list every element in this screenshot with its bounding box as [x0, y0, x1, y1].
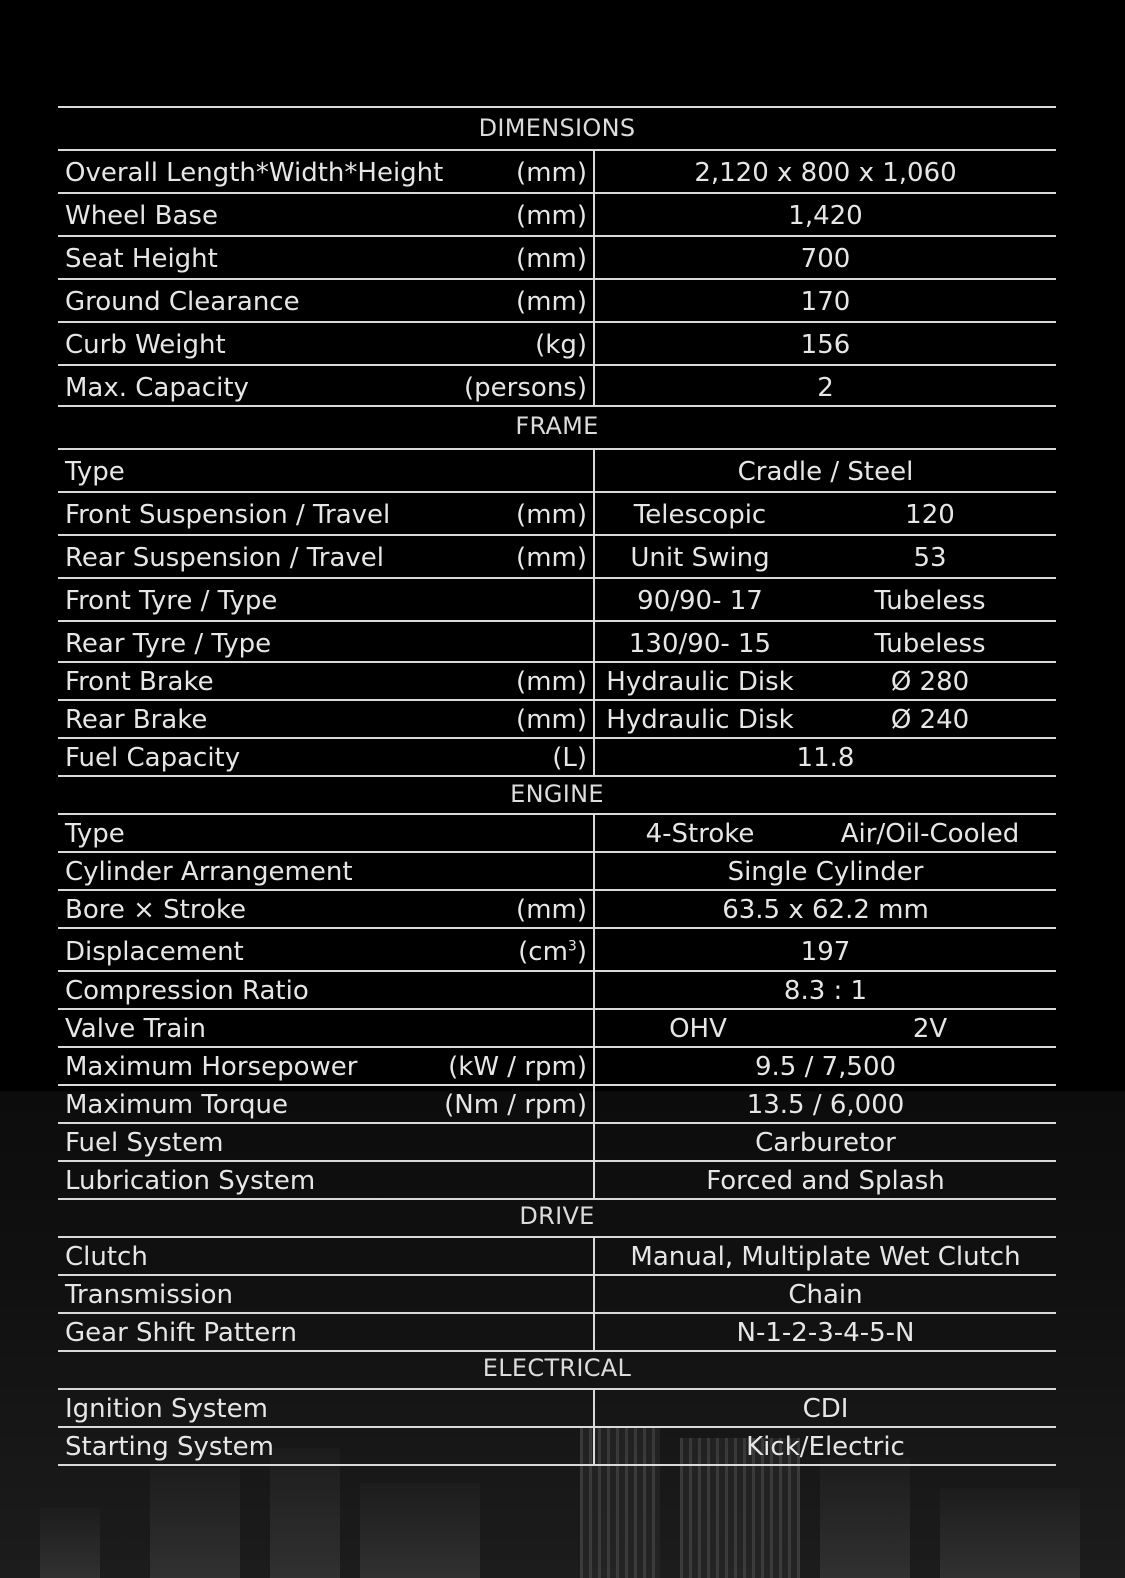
spec-label: Fuel Capacity	[65, 743, 241, 773]
spec-label: Gear Shift Pattern	[65, 1318, 297, 1348]
rule	[58, 1198, 1056, 1200]
spec-value: 11.8	[796, 743, 855, 773]
spec-value: 13.5 / 6,000	[746, 1090, 905, 1120]
rule	[58, 620, 1056, 622]
section-title-electrical: ELECTRICAL	[482, 1354, 632, 1382]
spec-label: Rear Tyre / Type	[65, 629, 272, 659]
rule	[58, 278, 1056, 280]
spec-label: Ignition System	[65, 1394, 268, 1424]
rule	[58, 813, 1056, 815]
spec-label: Front Suspension / Travel	[65, 500, 391, 530]
spec-unit: (mm)	[516, 500, 587, 530]
rule	[58, 1350, 1056, 1352]
rule	[58, 1008, 1056, 1010]
spec-label: Front Brake	[65, 667, 214, 697]
spec-unit: (kW / rpm)	[448, 1052, 587, 1082]
spec-label: Seat Height	[65, 244, 218, 274]
spec-value: Single Cylinder	[727, 857, 924, 887]
spec-value-primary: Telescopic	[633, 500, 767, 530]
section-title-frame: FRAME	[515, 412, 599, 440]
unit-base: (cm	[518, 937, 568, 967]
spec-value-primary: Hydraulic Disk	[606, 705, 794, 735]
spec-value: Kick/Electric	[746, 1432, 905, 1462]
section-title-drive: DRIVE	[519, 1202, 595, 1230]
spec-unit: (mm)	[516, 287, 587, 317]
spec-label: Type	[65, 457, 125, 487]
spec-value-secondary: Ø 280	[890, 667, 970, 697]
rule	[58, 1084, 1056, 1086]
spec-value-secondary: 2V	[912, 1014, 948, 1044]
spec-label: Compression Ratio	[65, 976, 309, 1006]
rule	[58, 970, 1056, 972]
spec-value-secondary: Tubeless	[874, 586, 986, 616]
spec-label: Rear Suspension / Travel	[65, 543, 385, 573]
rule	[58, 448, 1056, 450]
spec-unit: (mm)	[516, 667, 587, 697]
spec-unit: (mm)	[516, 543, 587, 573]
unit-superscript: 3	[567, 938, 577, 955]
spec-value-primary: Hydraulic Disk	[606, 667, 794, 697]
unit-end: )	[576, 937, 587, 967]
spec-unit: (kg)	[535, 330, 587, 360]
spec-value-secondary: 53	[913, 543, 947, 573]
spec-label: Ground Clearance	[65, 287, 300, 317]
spec-label: Lubrication System	[65, 1166, 316, 1196]
rule	[58, 1122, 1056, 1124]
rule	[58, 1464, 1056, 1466]
spec-label: Maximum Horsepower	[65, 1052, 358, 1082]
rule	[58, 1236, 1056, 1238]
spec-value: Cradle / Steel	[737, 457, 914, 487]
spec-value: Manual, Multiplate Wet Clutch	[630, 1242, 1021, 1272]
spec-value: 63.5 x 62.2 mm	[722, 895, 929, 925]
spec-label: Cylinder Arrangement	[65, 857, 353, 887]
spec-value-primary: Unit Swing	[630, 543, 770, 573]
spec-label: Maximum Torque	[65, 1090, 288, 1120]
spec-label: Transmission	[65, 1280, 233, 1310]
spec-unit: (mm)	[516, 895, 587, 925]
spec-value-secondary: 120	[905, 500, 955, 530]
spec-value: CDI	[802, 1394, 849, 1424]
spec-label: Max. Capacity	[65, 373, 249, 403]
spec-value: 700	[800, 244, 851, 274]
rule	[58, 534, 1056, 536]
spec-value-primary: 130/90- 15	[628, 629, 772, 659]
spec-label: Curb Weight	[65, 330, 226, 360]
spec-value: 197	[800, 937, 851, 967]
rule	[58, 737, 1056, 739]
rule	[58, 1312, 1056, 1314]
rule	[58, 106, 1056, 108]
spec-unit: (L)	[552, 743, 587, 773]
rule	[58, 321, 1056, 323]
spec-label: Front Tyre / Type	[65, 586, 278, 616]
section-title-engine: ENGINE	[510, 780, 604, 808]
spec-value-primary: 4-Stroke	[645, 819, 755, 849]
rule	[58, 699, 1056, 701]
rule	[58, 364, 1056, 366]
spec-value: N-1-2-3-4-5-N	[736, 1318, 915, 1348]
spec-label: Bore × Stroke	[65, 895, 247, 925]
spec-value: 2,120 x 800 x 1,060	[694, 158, 957, 188]
rule	[58, 661, 1056, 663]
spec-value: 8.3 : 1	[783, 976, 868, 1006]
spec-unit: (mm)	[516, 201, 587, 231]
section-title-dimensions: DIMENSIONS	[478, 114, 636, 142]
spec-value-secondary: Tubeless	[874, 629, 986, 659]
spec-unit	[518, 937, 587, 967]
spec-value: 156	[800, 330, 851, 360]
rule	[58, 235, 1056, 237]
spec-value: Carburetor	[755, 1128, 896, 1158]
spec-value-secondary: Air/Oil-Cooled	[840, 819, 1020, 849]
spec-value: 170	[800, 287, 851, 317]
spec-unit: (mm)	[516, 244, 587, 274]
rule	[58, 1160, 1056, 1162]
rule	[58, 1274, 1056, 1276]
spec-unit: (Nm / rpm)	[444, 1090, 587, 1120]
spec-label: Displacement	[65, 937, 244, 967]
rule	[58, 192, 1056, 194]
spec-value: Chain	[788, 1280, 863, 1310]
spec-value-primary: 90/90- 17	[637, 586, 763, 616]
rule	[58, 851, 1056, 853]
rule	[58, 405, 1056, 407]
rule	[58, 1046, 1056, 1048]
spec-value-secondary: Ø 240	[890, 705, 970, 735]
spec-label: Type	[65, 819, 125, 849]
rule	[58, 1426, 1056, 1428]
spec-unit: (mm)	[516, 158, 587, 188]
spec-label: Overall Length*Width*Height	[65, 158, 444, 188]
spec-label: Valve Train	[65, 1014, 206, 1044]
spec-label: Fuel System	[65, 1128, 224, 1158]
spec-unit: (mm)	[516, 705, 587, 735]
rule	[58, 775, 1056, 777]
spec-value: 1,420	[788, 201, 863, 231]
rule	[58, 491, 1056, 493]
spec-label: Wheel Base	[65, 201, 218, 231]
spec-value: 2	[817, 373, 834, 403]
spec-label: Starting System	[65, 1432, 274, 1462]
spec-value: 9.5 / 7,500	[754, 1052, 897, 1082]
spec-label: Clutch	[65, 1242, 148, 1272]
rule	[58, 577, 1056, 579]
spec-label: Rear Brake	[65, 705, 208, 735]
rule	[58, 149, 1056, 151]
spec-unit: (persons)	[464, 373, 587, 403]
spec-value-primary: OHV	[669, 1014, 727, 1044]
rule	[58, 927, 1056, 929]
spec-value: Forced and Splash	[706, 1166, 945, 1196]
rule	[58, 889, 1056, 891]
rule	[58, 1388, 1056, 1390]
